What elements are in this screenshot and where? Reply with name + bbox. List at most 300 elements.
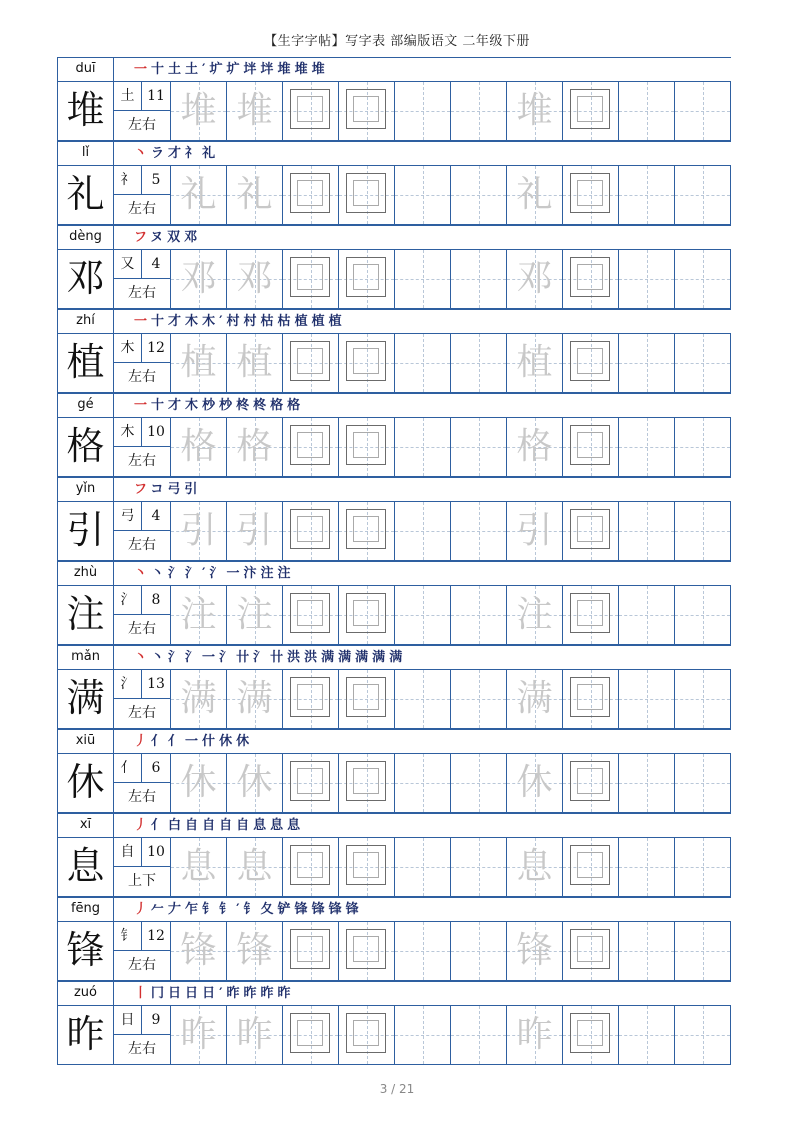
trace-cell xyxy=(171,502,227,560)
trace-character: 注 xyxy=(180,594,217,635)
writing-box-cell xyxy=(339,166,395,224)
trace-cell xyxy=(171,250,227,308)
writing-box xyxy=(346,929,386,969)
stroke-step: 杪 xyxy=(219,398,237,413)
trace-character: 植 xyxy=(516,342,553,383)
stroke-order xyxy=(114,226,201,249)
stroke-count: 12 xyxy=(147,340,165,356)
practice-cell xyxy=(395,418,451,476)
model-character: 礼 xyxy=(57,166,114,224)
writing-box xyxy=(346,257,386,297)
character-info xyxy=(114,166,171,224)
writing-box-cell xyxy=(339,670,395,728)
stroke-step: 满 xyxy=(338,650,356,665)
stroke-step: 冂 xyxy=(151,986,169,1001)
stroke-step: フ xyxy=(134,482,151,497)
trace-character: 礼 xyxy=(516,174,553,215)
stroke-step: 丿 xyxy=(134,734,152,749)
trace-cell xyxy=(171,418,227,476)
page-header: 【生字字帖】写字表 部编版语文 二年级下册 xyxy=(264,34,530,49)
stroke-step: 柊 xyxy=(253,398,271,413)
writing-box xyxy=(346,593,386,633)
writing-box xyxy=(570,173,610,213)
practice-row xyxy=(57,838,731,897)
stroke-step: 植 xyxy=(294,314,312,329)
structure: 左右 xyxy=(128,285,156,301)
pinyin-row xyxy=(57,813,731,838)
practice-cell xyxy=(451,334,507,392)
stroke-step: 洪 xyxy=(287,650,305,665)
pinyin: yǐn xyxy=(57,478,114,501)
stroke-order xyxy=(114,58,329,81)
stroke-count: 12 xyxy=(147,928,165,944)
practice-cell xyxy=(451,670,507,728)
practice-cell xyxy=(619,502,675,560)
stroke-step: 村 xyxy=(226,314,244,329)
stroke-step: 枯 xyxy=(260,314,278,329)
writing-box-cell xyxy=(563,250,619,308)
practice-cell xyxy=(451,502,507,560)
stroke-step: 丶 xyxy=(134,566,152,581)
pinyin: fēng xyxy=(57,898,114,921)
writing-box-cell xyxy=(563,670,619,728)
writing-box xyxy=(346,425,386,465)
practice-cell xyxy=(451,1006,507,1064)
writing-box xyxy=(570,257,610,297)
trace-character: 植 xyxy=(236,342,273,383)
practice-row xyxy=(57,586,731,645)
stroke-step: 息 xyxy=(287,818,305,833)
writing-box xyxy=(570,845,610,885)
writing-box xyxy=(346,677,386,717)
stroke-step: 坢 xyxy=(260,62,278,77)
stroke-step: 钅夂 xyxy=(243,902,278,917)
practice-cell xyxy=(675,418,731,476)
stroke-step: 铲 xyxy=(277,902,295,917)
practice-row xyxy=(57,166,731,225)
pinyin: zhí xyxy=(57,310,114,333)
practice-cell xyxy=(619,838,675,896)
stroke-count: 10 xyxy=(147,424,165,440)
character-entry xyxy=(57,309,731,393)
stroke-order xyxy=(114,814,304,837)
model-character: 植 xyxy=(57,334,114,392)
trace-cell xyxy=(507,670,563,728)
stroke-step: 氵一 xyxy=(185,650,220,665)
pinyin-row xyxy=(57,729,731,754)
practice-cell xyxy=(395,922,451,980)
structure: 左右 xyxy=(128,789,156,805)
stroke-step: 枯 xyxy=(277,314,295,329)
stroke-step: 息 xyxy=(270,818,288,833)
stroke-step: 日 xyxy=(185,986,203,1001)
practice-cell xyxy=(619,166,675,224)
radical: 自 xyxy=(114,838,142,866)
stroke-step: 礻 xyxy=(185,146,203,161)
practice-cell xyxy=(395,334,451,392)
stroke-step: 锋 xyxy=(328,902,346,917)
stroke-step: 堆 xyxy=(277,62,295,77)
writing-box-cell xyxy=(283,586,339,644)
stroke-step: 礼 xyxy=(202,146,220,161)
stroke-step: 氵 xyxy=(168,650,186,665)
stroke-step: 昨 xyxy=(226,986,244,1001)
stroke-step: 满 xyxy=(372,650,390,665)
stroke-step: 洪 xyxy=(304,650,322,665)
stroke-count: 9 xyxy=(151,1012,161,1028)
writing-box-cell xyxy=(339,502,395,560)
writing-box xyxy=(570,89,610,129)
writing-box xyxy=(570,677,610,717)
writing-box-cell xyxy=(563,586,619,644)
stroke-step: 锋 xyxy=(345,902,363,917)
stroke-step: 亻一 xyxy=(168,734,203,749)
stroke-order xyxy=(114,982,295,1005)
stroke-step: 氵卄 xyxy=(219,650,254,665)
character-info xyxy=(114,670,171,728)
stroke-step: 十 xyxy=(151,398,169,413)
radical: 土 xyxy=(114,82,142,110)
stroke-step: 满 xyxy=(355,650,373,665)
trace-character: 休 xyxy=(516,762,553,803)
stroke-step: 亻 xyxy=(151,734,169,749)
structure: 左右 xyxy=(128,621,156,637)
trace-character: 堆 xyxy=(236,90,273,131)
model-character: 昨 xyxy=(57,1006,114,1064)
stroke-step: ラ xyxy=(151,146,169,161)
stroke-step: 木 xyxy=(185,314,203,329)
stroke-step: 堆 xyxy=(294,62,312,77)
trace-cell xyxy=(507,418,563,476)
pinyin-row xyxy=(57,141,731,166)
stroke-count: 5 xyxy=(151,172,161,188)
practice-cell xyxy=(619,754,675,812)
stroke-step: 丶 xyxy=(134,650,152,665)
trace-character: 格 xyxy=(180,426,217,467)
stroke-step: 满 xyxy=(321,650,339,665)
pinyin: xiū xyxy=(57,730,114,753)
writing-box-cell xyxy=(283,82,339,140)
pinyin: zuó xyxy=(57,982,114,1005)
structure: 左右 xyxy=(128,957,156,973)
trace-cell xyxy=(227,418,283,476)
writing-box-cell xyxy=(563,166,619,224)
character-entry xyxy=(57,897,731,981)
stroke-order xyxy=(114,562,295,585)
stroke-step: 一 xyxy=(134,314,152,329)
stroke-step: 锋 xyxy=(311,902,329,917)
stroke-step: 十 xyxy=(151,314,169,329)
trace-cell xyxy=(171,586,227,644)
writing-box-cell xyxy=(563,502,619,560)
trace-cell xyxy=(227,1006,283,1064)
character-info xyxy=(114,1006,171,1064)
writing-box xyxy=(570,929,610,969)
trace-cell xyxy=(227,586,283,644)
trace-character: 休 xyxy=(180,762,217,803)
pinyin-row xyxy=(57,225,731,250)
stroke-order xyxy=(114,394,304,417)
practice-cell xyxy=(619,82,675,140)
structure: 左右 xyxy=(128,369,156,385)
practice-cell xyxy=(675,334,731,392)
trace-character: 昨 xyxy=(236,1014,273,1055)
pinyin-row xyxy=(57,981,731,1006)
pinyin: duī xyxy=(57,58,114,81)
practice-cell xyxy=(675,922,731,980)
trace-character: 满 xyxy=(516,678,553,719)
trace-cell xyxy=(171,1006,227,1064)
stroke-order xyxy=(114,730,253,753)
trace-character: 昨 xyxy=(180,1014,217,1055)
stroke-step: 昨 xyxy=(260,986,278,1001)
writing-box xyxy=(290,593,330,633)
stroke-step: 锋 xyxy=(294,902,312,917)
stroke-order xyxy=(114,142,219,165)
writing-box xyxy=(346,173,386,213)
trace-character: 息 xyxy=(180,846,217,887)
character-info xyxy=(114,922,171,980)
writing-box-cell xyxy=(339,754,395,812)
writing-box xyxy=(570,761,610,801)
radical: 又 xyxy=(114,250,142,278)
practice-cell xyxy=(675,250,731,308)
stroke-step: 自 xyxy=(185,818,203,833)
character-entry xyxy=(57,645,731,729)
stroke-step: 𠂇 xyxy=(168,902,186,917)
writing-box-cell xyxy=(339,1006,395,1064)
trace-cell xyxy=(171,166,227,224)
practice-row xyxy=(57,418,731,477)
stroke-step: 柊 xyxy=(236,398,254,413)
trace-cell xyxy=(171,334,227,392)
trace-cell xyxy=(171,838,227,896)
stroke-count: 10 xyxy=(147,844,165,860)
stroke-step: 自 xyxy=(219,818,237,833)
stroke-step: 引 xyxy=(184,482,202,497)
writing-box-cell xyxy=(283,922,339,980)
radical: 日 xyxy=(114,1006,142,1034)
practice-cell xyxy=(619,586,675,644)
stroke-step: 一 xyxy=(134,398,152,413)
model-character: 休 xyxy=(57,754,114,812)
radical: 亻 xyxy=(114,754,142,782)
writing-box xyxy=(290,1013,330,1053)
stroke-step: 堆 xyxy=(311,62,329,77)
character-info xyxy=(114,838,171,896)
writing-box-cell xyxy=(283,838,339,896)
stroke-step: 氵 xyxy=(168,566,186,581)
trace-character: 邓 xyxy=(516,258,553,299)
stroke-step: 昨 xyxy=(277,986,295,1001)
character-practice-sheet xyxy=(57,57,731,1065)
writing-box xyxy=(290,341,330,381)
pinyin-row xyxy=(57,393,731,418)
pinyin: zhù xyxy=(57,562,114,585)
writing-box-cell xyxy=(339,250,395,308)
character-info xyxy=(114,334,171,392)
practice-cell xyxy=(619,334,675,392)
practice-cell xyxy=(451,166,507,224)
writing-box xyxy=(570,593,610,633)
structure: 上下 xyxy=(128,873,156,889)
stroke-step: 乍 xyxy=(185,902,203,917)
writing-box xyxy=(290,677,330,717)
stroke-step: 丶 xyxy=(151,566,169,581)
stroke-count: 11 xyxy=(147,88,165,104)
structure: 左右 xyxy=(128,1041,156,1057)
radical: 木 xyxy=(114,418,142,446)
character-entry xyxy=(57,225,731,309)
trace-character: 注 xyxy=(236,594,273,635)
stroke-step: 土 xyxy=(168,62,186,77)
practice-row xyxy=(57,754,731,813)
trace-character: 引 xyxy=(236,510,273,551)
radical: 氵 xyxy=(114,586,142,614)
stroke-step: 格 xyxy=(270,398,288,413)
pinyin: mǎn xyxy=(57,646,114,669)
writing-box-cell xyxy=(563,922,619,980)
writing-box-cell xyxy=(339,922,395,980)
stroke-step: 昨 xyxy=(243,986,261,1001)
writing-box xyxy=(346,341,386,381)
stroke-step: 村 xyxy=(243,314,261,329)
character-entry xyxy=(57,561,731,645)
trace-cell xyxy=(507,754,563,812)
trace-cell xyxy=(171,922,227,980)
character-entry xyxy=(57,477,731,561)
character-info xyxy=(114,250,171,308)
writing-box xyxy=(290,761,330,801)
practice-cell xyxy=(675,670,731,728)
trace-cell xyxy=(507,838,563,896)
trace-character: 堆 xyxy=(516,90,553,131)
trace-cell xyxy=(507,82,563,140)
writing-box xyxy=(570,1013,610,1053)
writing-box xyxy=(290,257,330,297)
stroke-step: 丶 xyxy=(134,146,152,161)
stroke-step: 植 xyxy=(328,314,346,329)
character-entry xyxy=(57,141,731,225)
writing-box-cell xyxy=(339,418,395,476)
trace-cell xyxy=(227,250,283,308)
stroke-step: 杪 xyxy=(202,398,220,413)
model-character: 息 xyxy=(57,838,114,896)
practice-cell xyxy=(451,250,507,308)
structure: 左右 xyxy=(128,117,156,133)
structure: 左右 xyxy=(128,201,156,217)
trace-cell xyxy=(507,586,563,644)
stroke-step: 双 xyxy=(167,230,185,245)
practice-cell xyxy=(675,586,731,644)
stroke-step: 息 xyxy=(253,818,271,833)
writing-box-cell xyxy=(339,586,395,644)
pinyin-row xyxy=(57,561,731,586)
practice-cell xyxy=(675,754,731,812)
practice-row xyxy=(57,922,731,981)
stroke-step: 自 xyxy=(236,818,254,833)
practice-cell xyxy=(451,82,507,140)
writing-box xyxy=(570,425,610,465)
writing-box-cell xyxy=(283,250,339,308)
trace-character: 引 xyxy=(180,510,217,551)
stroke-order xyxy=(114,898,363,921)
writing-box-cell xyxy=(283,1006,339,1064)
stroke-step: 休 xyxy=(219,734,237,749)
trace-cell xyxy=(507,1006,563,1064)
practice-cell xyxy=(619,418,675,476)
stroke-step: 什 xyxy=(202,734,220,749)
trace-character: 植 xyxy=(180,342,217,383)
stroke-step: 氵′ xyxy=(185,566,210,581)
stroke-step: 木′ xyxy=(202,314,227,329)
practice-row xyxy=(57,250,731,309)
trace-character: 堆 xyxy=(180,90,217,131)
trace-cell xyxy=(227,670,283,728)
radical: 钅 xyxy=(114,922,142,950)
writing-box-cell xyxy=(339,334,395,392)
radical: 礻 xyxy=(114,166,142,194)
model-character: 邓 xyxy=(57,250,114,308)
model-character: 锋 xyxy=(57,922,114,980)
writing-box-cell xyxy=(283,670,339,728)
stroke-step: フ xyxy=(134,230,151,245)
writing-box-cell xyxy=(283,166,339,224)
writing-box xyxy=(290,509,330,549)
practice-row xyxy=(57,502,731,561)
writing-box-cell xyxy=(339,838,395,896)
practice-cell xyxy=(451,586,507,644)
trace-cell xyxy=(507,334,563,392)
radical: 弓 xyxy=(114,502,142,530)
structure: 左右 xyxy=(128,537,156,553)
stroke-step: 满 xyxy=(389,650,407,665)
stroke-step: 圹 xyxy=(226,62,244,77)
stroke-step: 十 xyxy=(151,62,169,77)
trace-cell xyxy=(227,166,283,224)
stroke-step: 氵一 xyxy=(209,566,244,581)
pinyin: xī xyxy=(57,814,114,837)
practice-cell xyxy=(395,670,451,728)
character-info xyxy=(114,586,171,644)
pinyin-row xyxy=(57,477,731,502)
stroke-step: 自 xyxy=(202,818,220,833)
practice-cell xyxy=(395,1006,451,1064)
pinyin: gé xyxy=(57,394,114,417)
stroke-step: 休 xyxy=(236,734,254,749)
writing-box-cell xyxy=(283,754,339,812)
trace-character: 注 xyxy=(516,594,553,635)
pinyin: dèng xyxy=(57,226,114,249)
stroke-step: 日′ xyxy=(202,986,227,1001)
trace-cell xyxy=(227,502,283,560)
stroke-step: 才 xyxy=(168,146,186,161)
writing-box-cell xyxy=(563,754,619,812)
practice-cell xyxy=(395,754,451,812)
model-character: 满 xyxy=(57,670,114,728)
trace-character: 格 xyxy=(236,426,273,467)
trace-character: 格 xyxy=(516,426,553,467)
practice-cell xyxy=(395,502,451,560)
trace-character: 息 xyxy=(236,846,273,887)
writing-box xyxy=(346,509,386,549)
stroke-order xyxy=(114,478,201,501)
stroke-step: 一 xyxy=(134,62,152,77)
practice-row xyxy=(57,670,731,729)
stroke-count: 4 xyxy=(151,256,161,272)
trace-cell xyxy=(227,838,283,896)
stroke-step: 丿 xyxy=(134,902,152,917)
